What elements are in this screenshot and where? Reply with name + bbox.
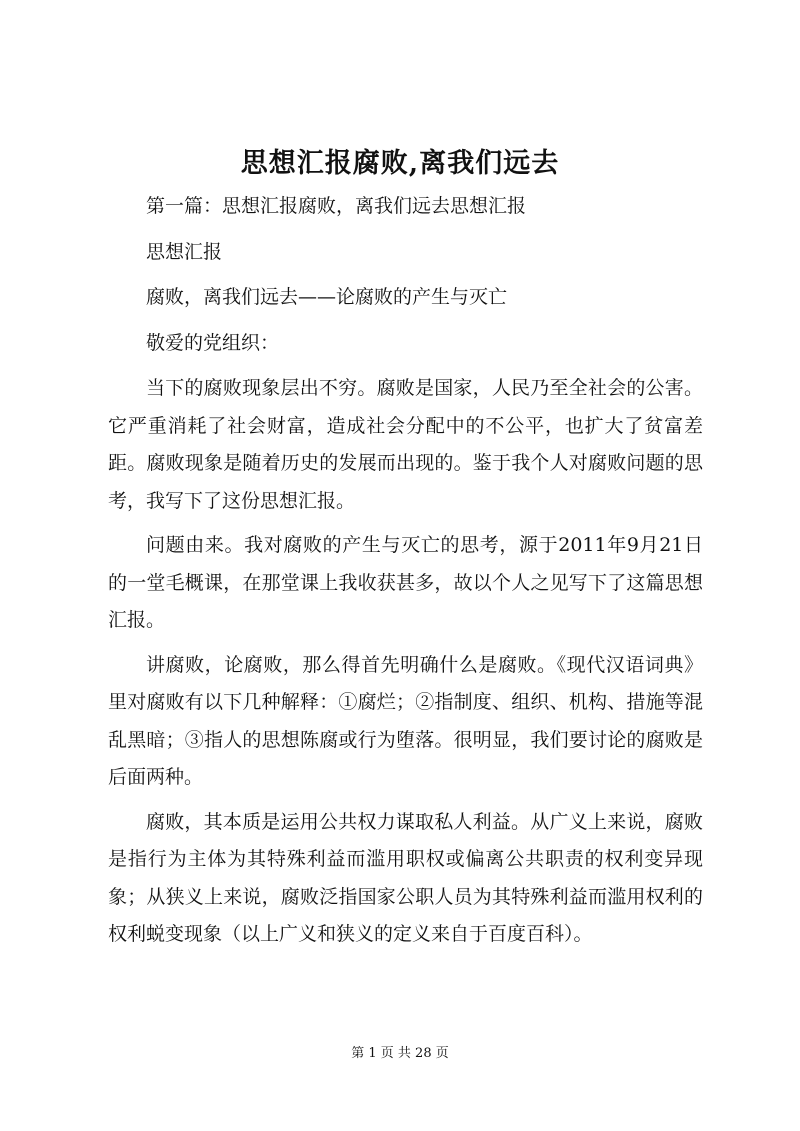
section-heading: 第一篇：思想汇报腐败，离我们远去思想汇报 [146,195,527,217]
page-number-footer: 第 1 页 共 28 页 [351,1046,449,1061]
document-body [108,188,703,954]
body-paragraph: 讲腐败，论腐败，那么得首先明确什么是腐败。《现代汉语词典》里对腐败有以下几种解释：①腐烂；②指制度、组织、机构、措施等混乱黑暗；③指人的思想陈腐或行为堕落。很明显，我们要讨论的腐败是后面两种。 [108,653,703,788]
report-subtitle: 腐败，离我们远去——论腐败的产生与灭亡 [146,286,508,308]
body-paragraph: 腐败，其本质是运用公共权力谋取私人利益。从广义上来说，腐败是指行为主体为其特殊利益而滥用职权或偏离公共职责的权利变异现象；从狭义上来说，腐败泛指国家公职人员为其特殊利益而滥用权利的权利蜕变现象（以上广义和狭义的定义来自于百度百科）。 [108,810,703,945]
document-title: 思想汇报腐败,离我们远去 [240,148,560,179]
salutation: 敬爱的党组织： [146,331,280,354]
body-paragraph: 问题由来。我对腐败的产生与灭亡的思考，源于2011年9月21日的一堂毛概课，在那堂课上我收获甚多，故以个人之见写下了这篇思想汇报。 [108,534,703,631]
body-paragraph: 当下的腐败现象层出不穷。腐败是国家，人民乃至全社会的公害。它严重消耗了社会财富，造成社会分配中的不公平，也扩大了贫富差距。腐败现象是随着历史的发展而出现的。鉴于我个人对腐败问题的思考，我写下了这份思想汇报。 [108,377,703,512]
report-label: 思想汇报 [146,240,223,263]
